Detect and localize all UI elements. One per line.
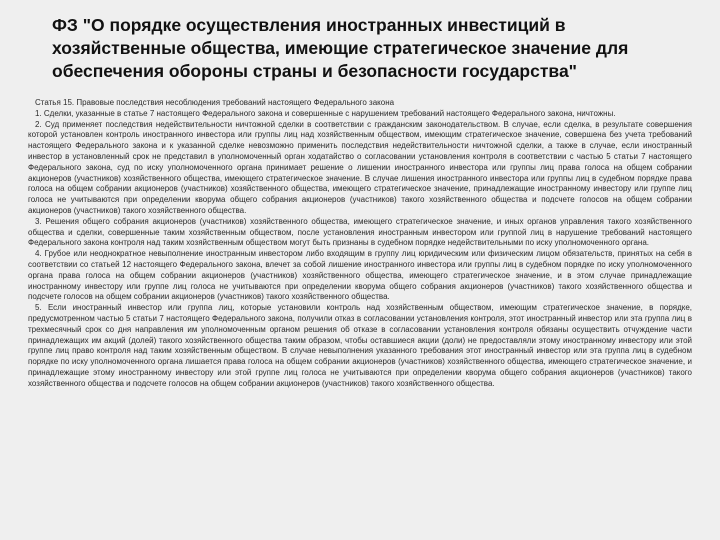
- paragraph-3: 3. Решения общего собрания акционеров (участников) хозяйственного общества, имеющего стратегическое значение, и иных органов управления такого хозяйственного общества и сделки, совершенные таким хозяйственным обществом, после установления иностранным инвестором или группой лиц в нарушение требований настоящего Федерального закона контроля над таким хозяйственным обществом могут быть признаны в судебном порядке недействительными по иску уполномоченного органа.: [28, 216, 692, 248]
- document-title: ФЗ "О порядке осуществления иностранных инвестиций в хозяйственные общества, имеющие стратегическое значение для обеспечения обороны страны и безопасности государства": [52, 15, 629, 81]
- paragraph-1: 1. Сделки, указанные в статье 7 настоящего Федерального закона и совершенные с нарушением требований настоящего Федерального закона, ничтожны.: [35, 108, 616, 118]
- document-body: [28, 98, 692, 390]
- article-heading: Статья 15. Правовые последствия несоблюдения требований настоящего Федерального закона: [35, 98, 395, 107]
- paragraph-4: 4. Грубое или неоднократное невыполнение иностранным инвестором либо входящим в группу лиц юридическим или физическим лицом обязательств, принятых на себя в соответствии со статьей 12 настоящего Федерального закона, влечет за собой лишение иностранного инвестора или группы лиц в судебном порядке по иску уполномоченного органа права голоса на общем собрании акционеров (участников) хозяйственного общества, имеющего стратегическое значение, и в этом случае принадлежащие иностранному инвестору или группе лиц голоса не учитываются при определении кворума общего собрания акционеров (участников) такого хозяйственного общества и подсчете голосов на общем собрании акционеров (участников) такого хозяйственного общества.: [28, 249, 692, 302]
- paragraph-2: 2. Суд применяет последствия недействительности ничтожной сделки в соответствии с гражданским законодательством. В случае, если сделка, в результате совершения которой установлен контроль иностранного инвестора или группы лиц над хозяйственным обществом, имеющим стратегическое значение, совершена без учета требований настоящего Федерального закона и к указанной сделке невозможно применить последствия недействительности ничтожной сделки, а также в случае, если иностранный инвестор в установленный срок не представил в уполномоченный орган ходатайство о согласовании установления контроля в соответствии с частью 5 статьи 7 настоящего Федерального закона, суд по иску уполномоченного органа принимает решение о лишении иностранного инвестора или группы лиц права голоса на общем собрании акционеров (участников) хозяйственного общества, имеющего стратегическое значение. В случае лишения иностранного инвестора или группы лиц в судебном порядке права голоса на общем собрании акционеров (участников) хозяйственного общества, имеющего стратегическое значение, принадлежащие иностранному инвестору или группе лиц голоса не учитываются при определении кворума общего собрания акционеров (участников) такого хозяйственного общества и подсчете голосов на общем собрании акционеров (участников) такого хозяйственного общества.: [28, 119, 692, 215]
- paragraph-5: 5. Если иностранный инвестор или группа лиц, которые установили контроль над хозяйственным обществом, имеющим стратегическое значение, в порядке, предусмотренном частью 5 статьи 7 настоящего Федерального закона, получили отказ в согласовании установления контроля, этот иностранный инвестор или эта группа лиц в трехмесячный срок со дня направления им уполномоченным органом решения об отказе в согласовании установления контроля обязаны осуществить отчуждение части принадлежащих им акций (долей) такого хозяйственного общества таким образом, чтобы оставшиеся акции (доли) не предоставляли этому иностранному инвестору или этой группе лиц право контроля над таким хозяйственным обществом. В случае невыполнения указанного требования этот иностранный инвестор или эта группа лиц в судебном порядке по иску уполномоченного органа лишается права голоса на общем собрании акционеров (участников) хозяйственного общества, имеющего стратегическое значение, и принадлежащие этому иностранному инвестору или этой группе лиц голоса не учитываются при определении кворума общего собрания акционеров (участников) такого хозяйственного общества и подсчете голосов на общем собрании акционеров (участников) такого хозяйственного общества.: [28, 303, 692, 388]
